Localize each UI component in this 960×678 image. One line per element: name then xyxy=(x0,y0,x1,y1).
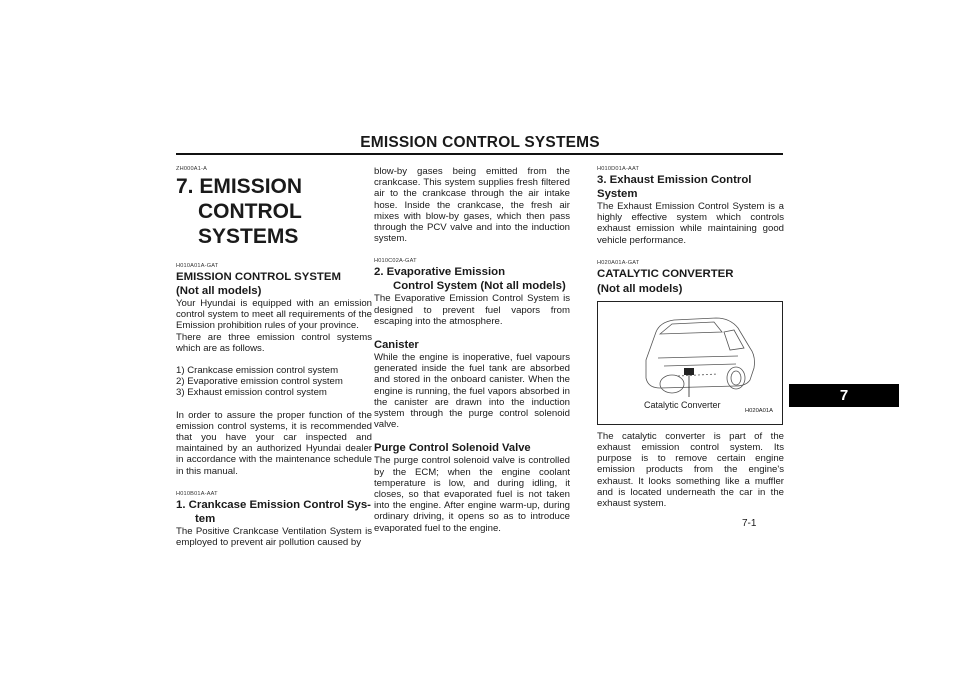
chapter-title xyxy=(176,174,372,249)
paragraph: The Evaporative Emission Control System is designed to prevent fuel vapors from escaping into the atmosphere. xyxy=(374,293,570,327)
paragraph: The Exhaust Emission Control System is a highly effective system which controls exhaust emission while maintaining good vehicle performance. xyxy=(597,201,784,246)
emission-systems-list xyxy=(176,365,372,399)
section-code: H020A01A-GAT xyxy=(597,259,640,266)
canister-heading: Canister xyxy=(374,339,419,352)
column-1 xyxy=(176,166,372,548)
subsection-heading: 3. Exhaust Emission Control System xyxy=(597,174,752,200)
subsection-heading xyxy=(374,265,570,293)
paragraph: Your Hyundai is equipped with an emission control system to meet all requirements of the Emission prohibition rules of your province. xyxy=(176,298,372,332)
heading-line-1: CATALYTIC CONVERTER xyxy=(597,267,734,280)
figure-caption: Catalytic Converter xyxy=(644,399,721,410)
subsection-heading-line-1: 1. Crankcase Emission Control Sys- xyxy=(176,498,371,511)
section-code: H010B01A-AAT xyxy=(176,490,218,497)
paragraph: There are three emission control systems which are as follows. xyxy=(176,331,372,354)
section-code: H010D01A-AAT xyxy=(597,166,640,172)
list-item: 3) Exhaust emission control system xyxy=(176,387,327,399)
paragraph: The Positive Crankcase Ventilation System is employed to prevent air pollution caused by xyxy=(176,525,372,549)
paragraph: The catalytic converter is part of the exhaust emission control system. Its purpose is to remove certain engine emission products from the engine's exhaust. It looks something like a muffler and is located underneath the car in the exhaust system. xyxy=(597,430,784,510)
paragraph: The purge control solenoid valve is controlled by the ECM; when the engine coolant temperature is low, and during idling, it closes, so that evaporated fuel is not taken into the engine. After engine warm-up, during ordinary driving, it opens so as to introduce evaporated fuel to the engine. xyxy=(374,455,570,534)
catalytic-converter-heading xyxy=(597,267,784,298)
section-code: ZH000A1-A xyxy=(176,166,208,172)
paragraph: blow-by gases being emitted from the crankcase. This system supplies fresh filtered air to the crankcase through the air intake hose. Inside the crankcase, the fresh air mixes with blow-by gases, which then pass through the PCV valve and into the induction system. xyxy=(374,166,570,245)
chapter-tab: 7 xyxy=(789,384,899,407)
heading-line-2: (Not all models) xyxy=(597,283,683,296)
chapter-title-line-3: SYSTEMS xyxy=(198,225,299,248)
list-item: 1) Crankcase emission control system xyxy=(176,365,339,377)
chapter-title-line-1: 7. EMISSION xyxy=(176,175,303,198)
subsection-heading-line-1: 2. Evaporative Emission xyxy=(374,266,506,279)
section-code: H010C02A-GAT xyxy=(374,258,417,265)
page-header-title: EMISSION CONTROL SYSTEMS xyxy=(360,134,600,151)
page-number: 7-1 xyxy=(742,518,757,529)
section-heading-line-2: (Not all models) xyxy=(176,285,262,297)
converter-highlight xyxy=(684,368,694,375)
column-2 xyxy=(374,166,570,534)
section-heading xyxy=(176,270,372,298)
figure-code: H020A01A xyxy=(744,407,773,414)
subsection-heading xyxy=(176,498,372,526)
column-3 xyxy=(597,166,784,509)
section-code: H010A01A-GAT xyxy=(176,263,219,269)
subsection-heading-line-2: Control System (Not all models) xyxy=(393,280,566,293)
header-rule xyxy=(176,153,783,155)
paragraph: In order to assure the proper function of the emission control systems, it is recommended that you have your car inspected and maintained by an authorized Hyundai dealer in accordance with the maintenance schedule in this manual. xyxy=(176,409,372,477)
chapter-title-line-2: CONTROL xyxy=(198,200,302,223)
catalytic-converter-figure xyxy=(597,301,783,425)
purge-valve-heading: Purge Control Solenoid Valve xyxy=(374,442,531,455)
paragraph: While the engine is inoperative, fuel vapours generated inside the fuel tank are absorbed and stored in the onboard canister. When the engine is running, the fuel vapors absorbed in the canister are drawn into the induction system through the purge control solenoid valve. xyxy=(374,352,570,431)
subsection-heading-line-2: tem xyxy=(195,512,216,525)
list-item: 2) Evaporative emission control system xyxy=(176,376,343,388)
section-heading-line-1: EMISSION CONTROL SYSTEM xyxy=(176,271,341,283)
